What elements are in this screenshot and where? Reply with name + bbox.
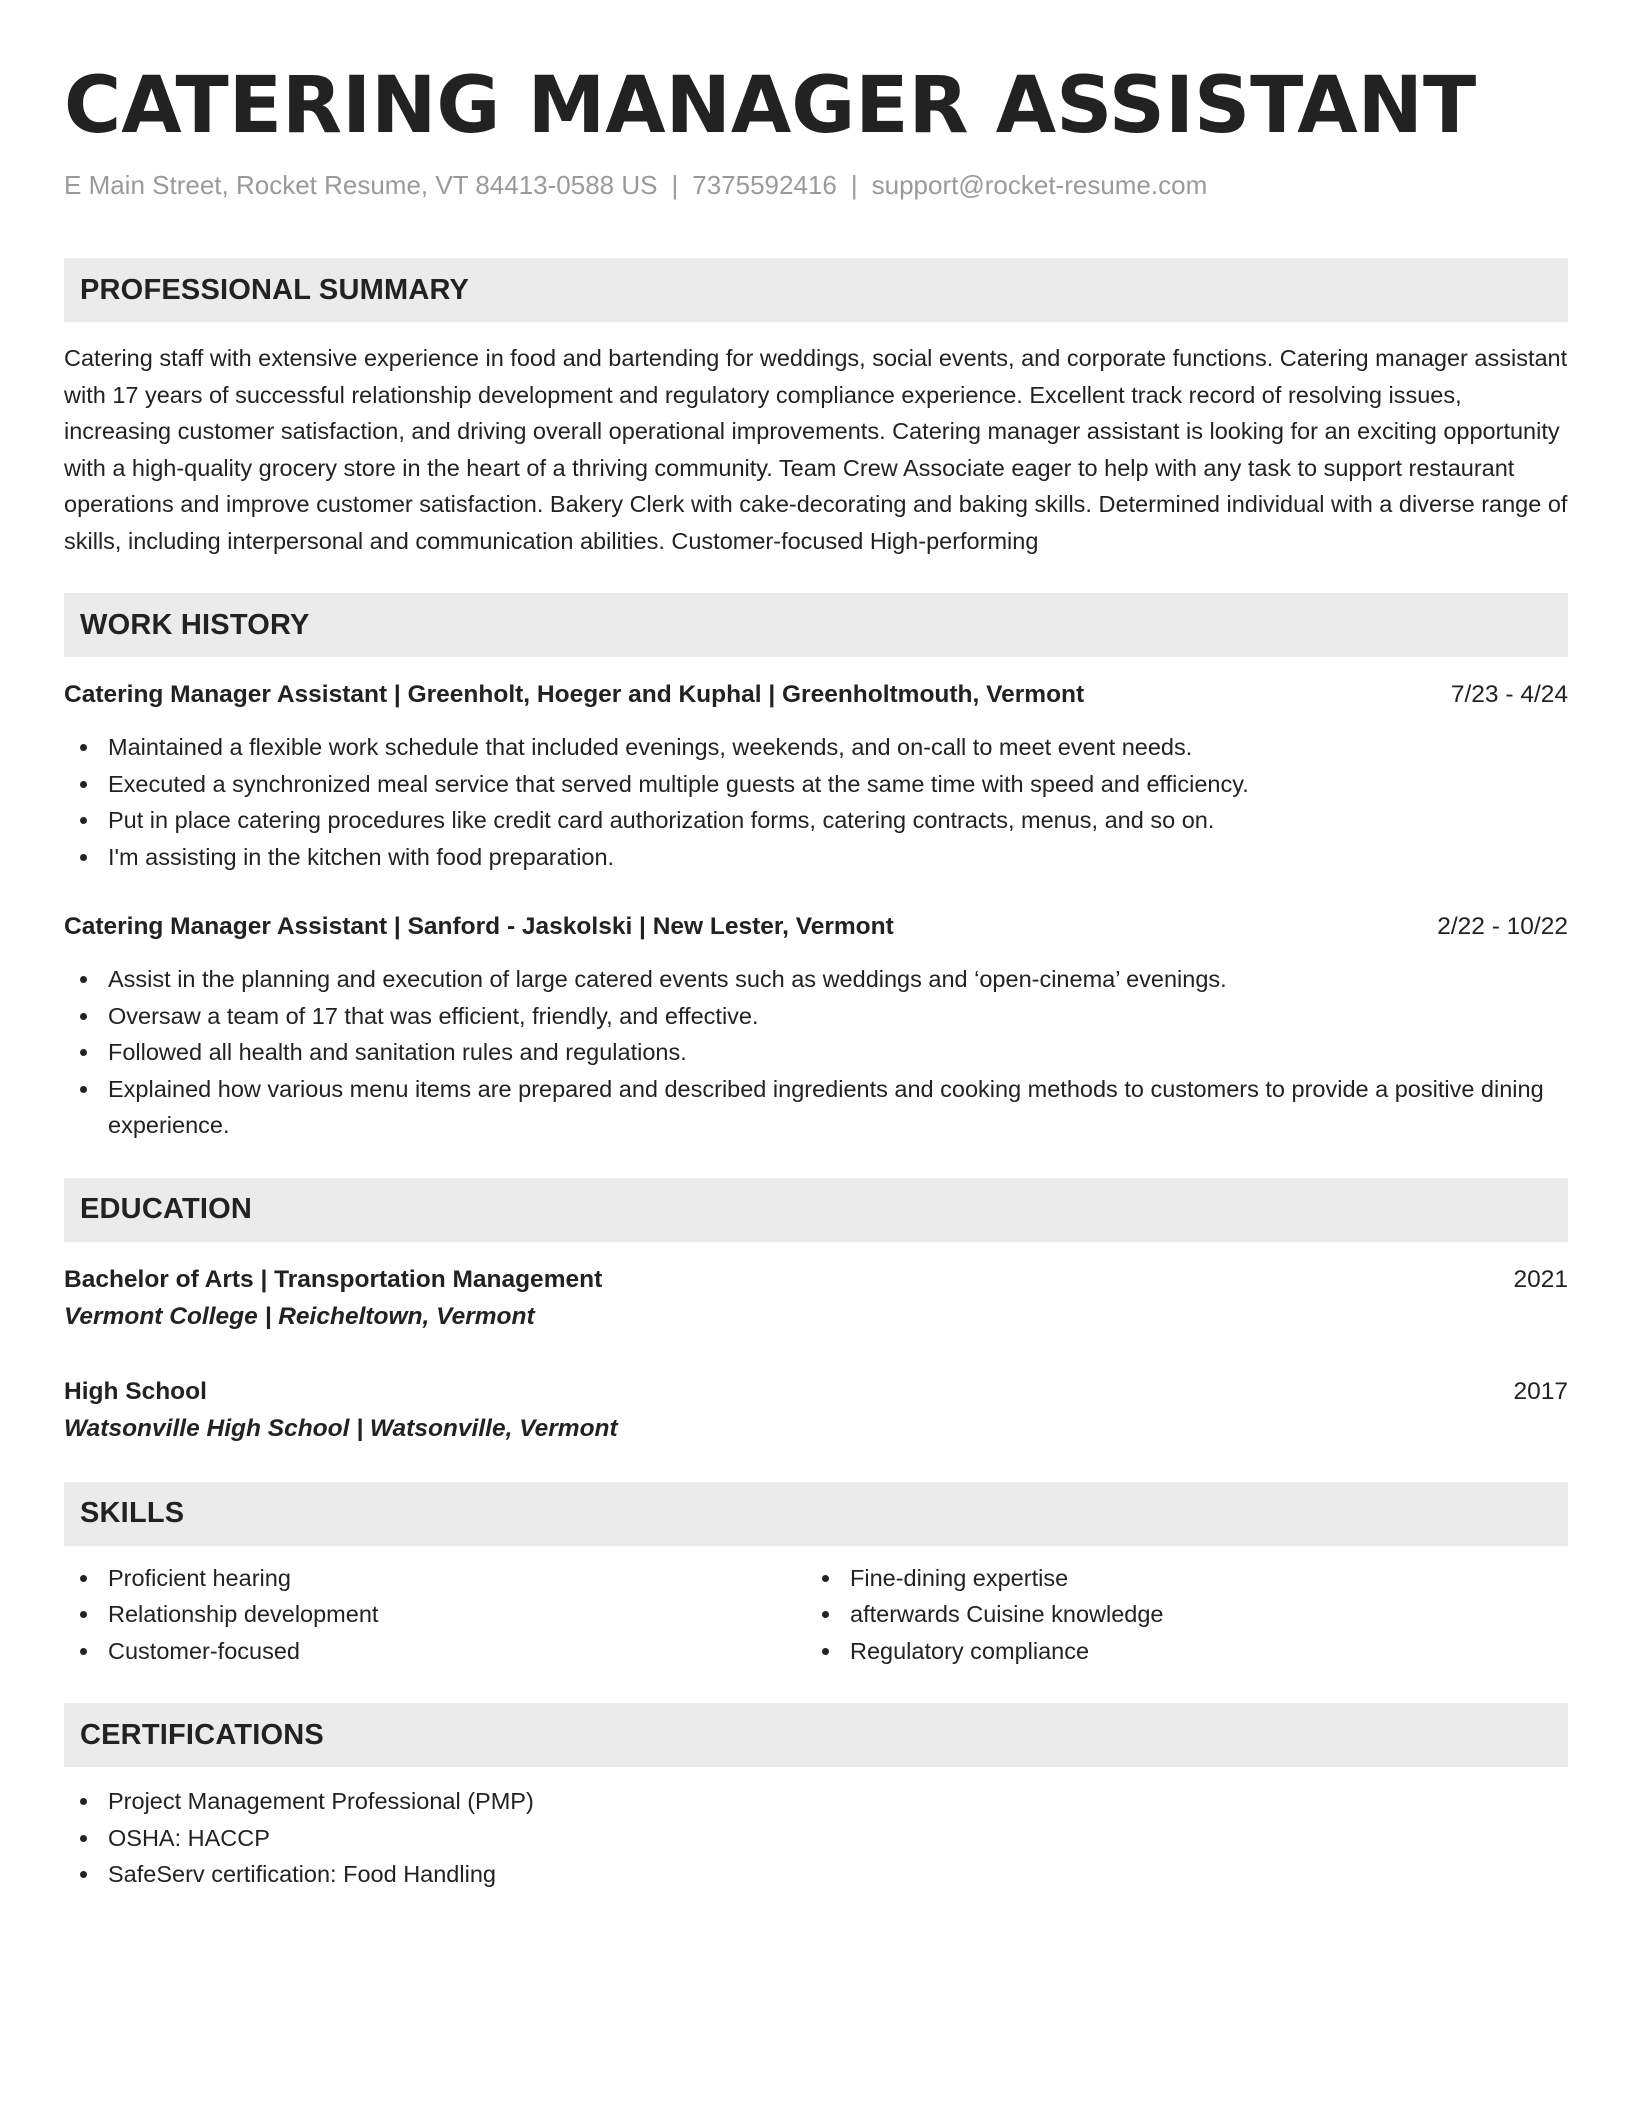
- skills-list: [64, 1560, 1568, 1670]
- job-title: Catering Manager Assistant | Greenholt, Hoeger and Kuphal | Greenholtmouth, Vermont: [64, 681, 1085, 708]
- skill-item: Customer-focused: [64, 1633, 806, 1670]
- contact-line: [64, 168, 1568, 202]
- education-header: [64, 1262, 1568, 1298]
- section-heading-education: EDUCATION: [64, 1178, 1568, 1242]
- job-dates: 2/22 - 10/22: [1437, 913, 1568, 940]
- education-degree: Bachelor of Arts | Transportation Management: [64, 1265, 603, 1293]
- job-bullet: Assist in the planning and execution of large catered events such as weddings and ‘open-cinema’ evenings.: [64, 961, 1568, 998]
- contact-separator: |: [850, 170, 858, 200]
- skill-item: Fine-dining expertise: [806, 1560, 1548, 1597]
- job-dates: 7/23 - 4/24: [1450, 681, 1568, 708]
- skill-item: Regulatory compliance: [806, 1633, 1548, 1670]
- candidate-name: CATERING MANAGER ASSISTANT: [64, 61, 1477, 151]
- certifications-list: [64, 1783, 1568, 1893]
- contact-address: E Main Street, Rocket Resume, VT 84413-0588 US: [64, 170, 658, 200]
- education-school: Vermont College | Reicheltown, Vermont: [64, 1302, 535, 1330]
- job-entry: [64, 909, 1568, 1144]
- contact-separator: |: [671, 170, 679, 200]
- section-heading-certifications: CERTIFICATIONS: [64, 1703, 1568, 1767]
- summary-text: Catering staff with extensive experience in food and bartending for weddings, social events, and corporate functions. Catering manager assistant with 17 years of successful relationship development and regulatory compliance experience. Excellent track record of resolving issues, increasing customer satisfaction, and driving overall operational improvements. Catering manager assistant is looking for an exciting opportunity with a high-quality grocery store in the heart of a thriving community. Team Crew Associate eager to help with any task to support restaurant operations and improve customer satisfaction. Bakery Clerk with cake-decorating and baking skills. Determined individual with a diverse range of skills, including interpersonal and communication abilities. Customer-focused High-performing: [64, 345, 1568, 554]
- job-bullet: Explained how various menu items are prepared and described ingredients and cooking methods to customers to provide a positive dining experience.: [64, 1071, 1568, 1144]
- education-school: Watsonville High School | Watsonville, Vermont: [64, 1414, 618, 1442]
- skill-item: Relationship development: [64, 1596, 806, 1633]
- section-heading-work-history: WORK HISTORY: [64, 593, 1568, 657]
- job-header: [64, 677, 1568, 713]
- job-bullet: Followed all health and sanitation rules and regulations.: [64, 1034, 1568, 1071]
- education-header: [64, 1374, 1568, 1410]
- job-bullet: Oversaw a team of 17 that was efficient, friendly, and effective.: [64, 998, 1568, 1035]
- job-bullets: [64, 729, 1568, 875]
- certification-item: OSHA: HACCP: [64, 1820, 1568, 1857]
- job-bullet: Maintained a flexible work schedule that included evenings, weekends, and on-call to meet event needs.: [64, 729, 1568, 766]
- education-degree: High School: [64, 1377, 207, 1405]
- certification-item: SafeServ certification: Food Handling: [64, 1856, 1568, 1893]
- contact-phone: 7375592416: [692, 170, 837, 200]
- skill-item: afterwards Cuisine knowledge: [806, 1596, 1548, 1633]
- job-header: [64, 909, 1568, 945]
- job-bullet: Executed a synchronized meal service that served multiple guests at the same time with speed and efficiency.: [64, 766, 1568, 803]
- education-entry: [64, 1374, 1568, 1448]
- job-entry: [64, 677, 1568, 875]
- section-heading-summary: PROFESSIONAL SUMMARY: [64, 258, 1568, 322]
- job-title: Catering Manager Assistant | Sanford - Jaskolski | New Lester, Vermont: [64, 913, 894, 940]
- section-heading-skills: SKILLS: [64, 1482, 1568, 1546]
- job-bullet: I'm assisting in the kitchen with food preparation.: [64, 839, 1568, 876]
- skill-item: Proficient hearing: [64, 1560, 806, 1597]
- certification-item: Project Management Professional (PMP): [64, 1783, 1568, 1820]
- education-year: 2017: [1513, 1377, 1568, 1405]
- job-bullet: Put in place catering procedures like credit card authorization forms, catering contracts, menus, and so on.: [64, 802, 1568, 839]
- education-entry: [64, 1262, 1568, 1336]
- education-year: 2021: [1513, 1265, 1568, 1293]
- contact-email: support@rocket-resume.com: [871, 170, 1208, 200]
- skills-column-left: [64, 1560, 806, 1670]
- job-bullets: [64, 961, 1568, 1144]
- skills-column-right: [806, 1560, 1548, 1670]
